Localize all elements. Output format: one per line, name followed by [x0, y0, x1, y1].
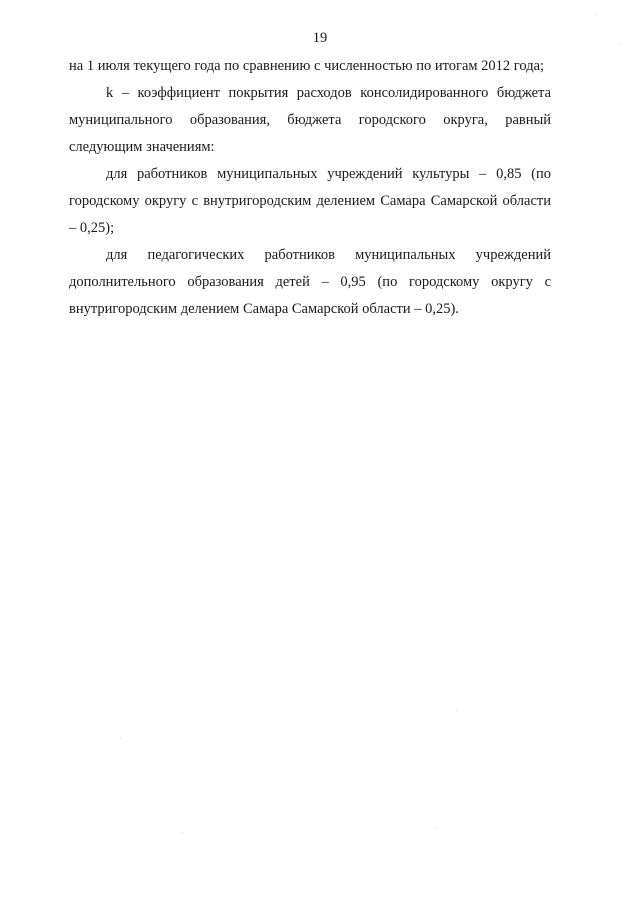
paragraph-culture-workers: для работников муниципальных учреждений культуры – 0,85 (по городскому округу с внутригородским делением Самара Самарской области – 0,25); — [69, 166, 551, 236]
document-body — [69, 53, 551, 323]
scan-speck — [120, 738, 121, 739]
scan-speck — [620, 44, 621, 45]
paragraph-teachers: для педагогических работников муниципальных учреждений дополнительного образования детей – 0,95 (по городскому округу с внутригородским делением Самара Самарской области – 0,25). — [69, 247, 551, 317]
paragraph-coefficient-definition: k – коэффициент покрытия расходов консолидированного бюджета муниципального образования, бюджета городского округа, равный следующим значениям: — [69, 85, 551, 155]
scan-speck — [182, 832, 183, 833]
scan-speck — [456, 710, 457, 711]
scan-speck — [436, 828, 437, 829]
paragraph-continuation: на 1 июля текущего года по сравнению с численностью по итогам 2012 года; — [69, 58, 545, 74]
page-number: 19 — [312, 30, 328, 46]
scan-speck — [596, 14, 597, 15]
